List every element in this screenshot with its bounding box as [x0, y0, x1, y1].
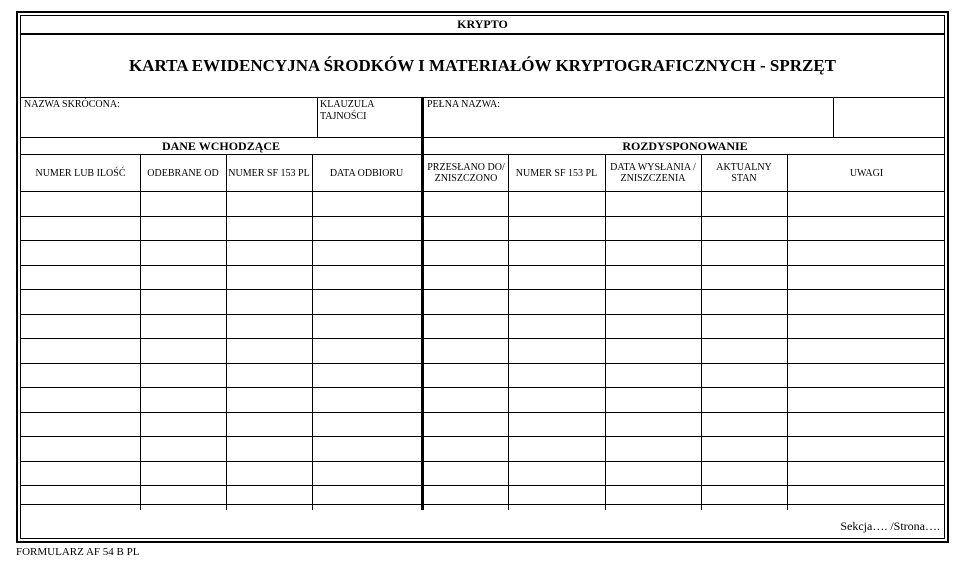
disposition-section-title: ROZDYSPONOWANIE [622, 139, 748, 153]
classification-field[interactable] [317, 98, 421, 138]
section-page-indicator: Sekcja…. /Strona…. [840, 519, 940, 533]
extra-name-field[interactable] [834, 98, 945, 138]
col-receipt-date: DATA ODBIORU [329, 167, 404, 179]
full-name-field[interactable] [424, 98, 833, 138]
col-number-or-qty: NUMER LUB ILOŚĆ [35, 167, 126, 179]
form-code: FORMULARZ AF 54 B PL [16, 546, 140, 558]
section-header-row [21, 137, 944, 155]
short-name-label: NAZWA SKRÓCONA: [24, 99, 120, 110]
krypto-header: KRYPTO [21, 16, 944, 35]
col-received-from: ODEBRANE OD [147, 167, 219, 179]
record-card-form [16, 11, 949, 543]
incoming-section-title: DANE WCHODZĄCE [161, 139, 281, 153]
entries-table [21, 154, 944, 510]
col-sf153-outgoing: NUMER SF 153 PL [515, 167, 598, 179]
form-title: KARTA EWIDENCYJNA ŚRODKÓW I MATERIAŁÓW KRYPTOGRAFICZNYCH - SPRZĘT [128, 56, 837, 75]
classification-label: KLAUZULA TAJNOŚCI [320, 99, 374, 122]
name-row [21, 97, 944, 138]
short-name-field[interactable] [21, 98, 317, 138]
col-sent-to-destroyed: PRZESŁANO DO/ ZNISZCZONO [427, 162, 505, 184]
col-sf153-incoming: NUMER SF 153 PL [228, 167, 310, 179]
form-footer [21, 504, 944, 538]
form-inner-frame [20, 15, 945, 539]
col-current-status: AKTUALNY STAN [716, 162, 772, 184]
full-name-label: PEŁNA NAZWA: [427, 99, 501, 110]
col-send-destroy-date: DATA WYSŁANIA / ZNISZCZENIA [610, 162, 696, 184]
col-remarks: UWAGI [849, 167, 884, 179]
